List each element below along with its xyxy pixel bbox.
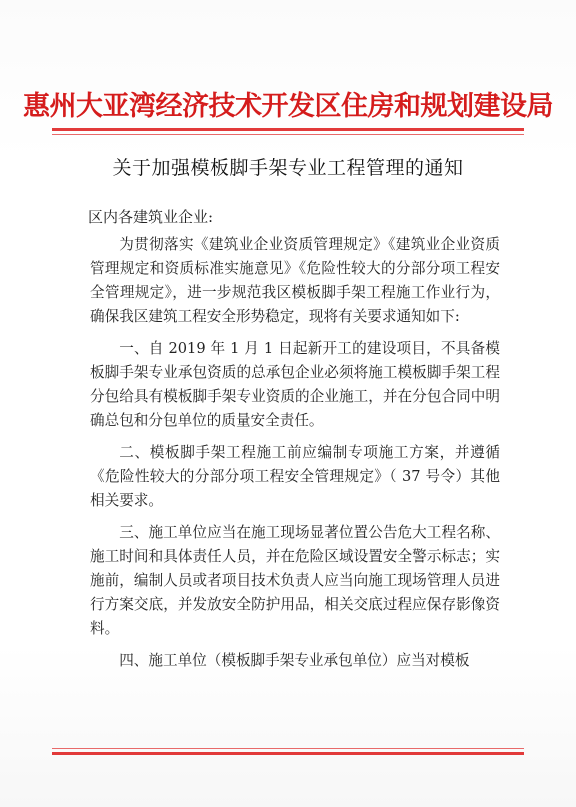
footer-red-rule-thick: [52, 752, 524, 755]
footer-red-rule-thin: [52, 748, 524, 749]
paragraph-item-2: 二、模板脚手架工程施工前应编制专项施工方案，并遵循《危险性较大的分部分项工程安全管理规定》（ 37 号令）其他相关要求。: [90, 444, 500, 509]
paragraph-item-3: 三、施工单位应当在施工现场显著位置公告危大工程名称、施工时间和具体责任人员，并在危险区域设置安全警示标志；实施前，编制人员或者项目技术负责人应当向施工现场管理人员进行方案交底，并发放安全防护用品，相关交底过程应保存影像资料。: [90, 524, 500, 637]
header-red-rule-thick: [52, 128, 524, 131]
notice-body: [90, 233, 500, 681]
paragraph-item-1: 一、自 2019 年 1 月 1 日起新开工的建设项目，不具备模板脚手架专业承包资质的总承包企业必须将施工模板脚手架工程分包给具有模板脚手架专业资质的企业施工，并在分包合同中明确总包和分包单位的质量安全责任。: [90, 340, 500, 429]
notice-title: 关于加强模板脚手架专业工程管理的通知: [112, 157, 464, 179]
header-red-rule-thin: [52, 134, 524, 135]
agency-header: 惠州大亚湾经济技术开发区住房和规划建设局: [23, 91, 553, 122]
paragraph-intro: 为贯彻落实《建筑业企业资质管理规定》《建筑业企业资质管理规定和资质标准实施意见》《危险性较大的分部分项工程安全管理规定》，进一步规范我区模板脚手架工程施工作业行为，确保我区建筑工程安全形势稳定，现将有关要求通知如下:: [90, 236, 500, 325]
salutation: 区内各建筑业企业:: [88, 208, 214, 226]
paragraph-item-4: 四、施工单位（模板脚手架专业承包单位）应当对模板: [119, 652, 470, 669]
